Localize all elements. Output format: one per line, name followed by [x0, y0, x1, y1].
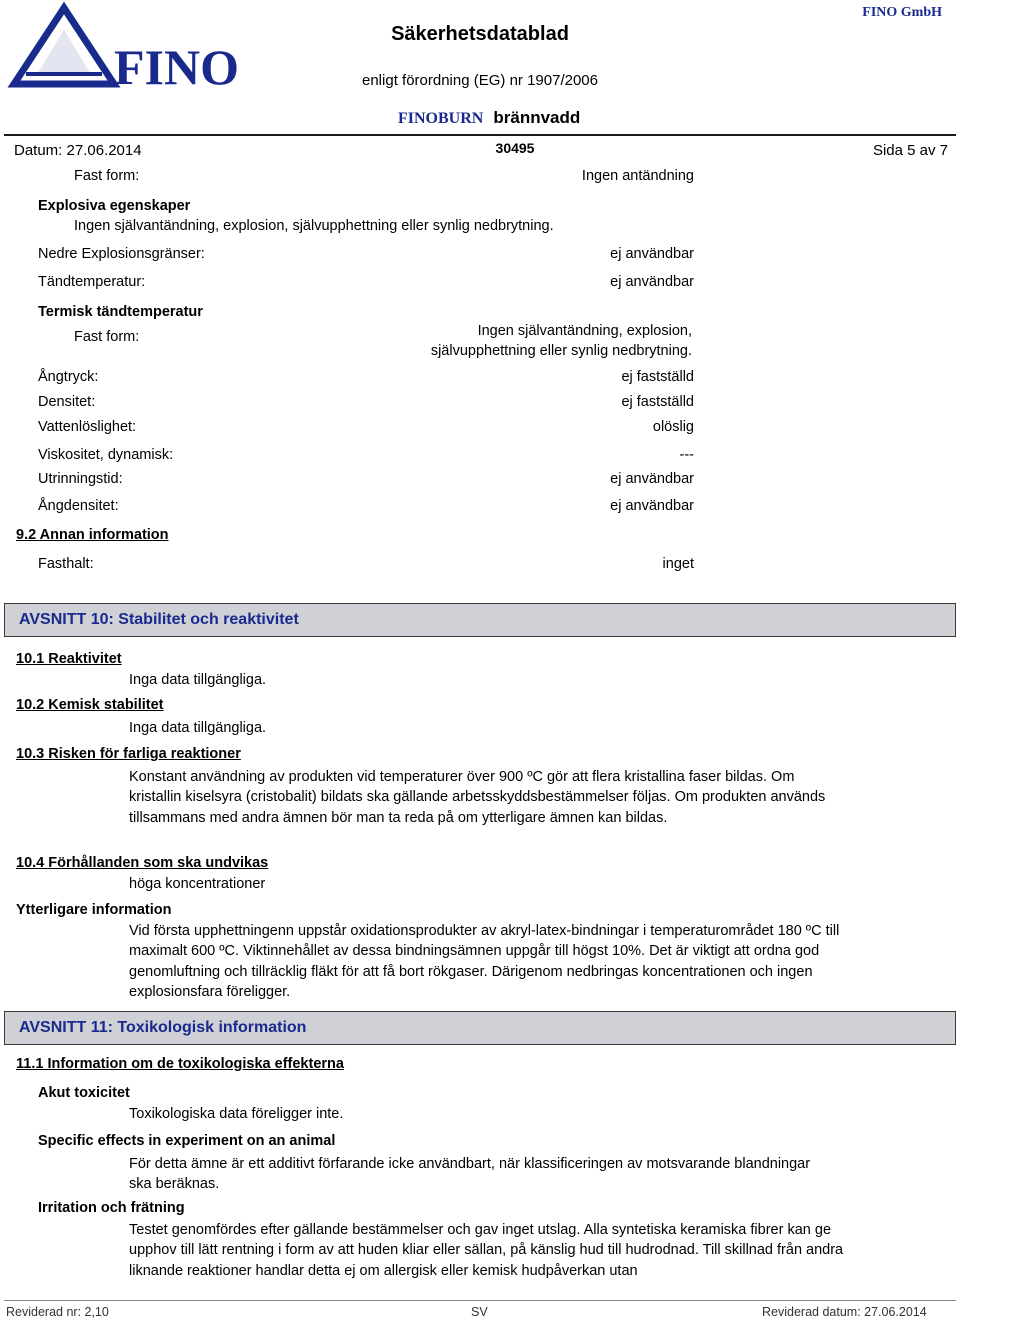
acute-text: Toxikologiska data föreligger inte.	[129, 1106, 344, 1122]
reactivity-heading: 10.1 Reaktivitet	[16, 651, 122, 667]
vapour-density-label: Ångdensitet:	[38, 498, 119, 514]
hazardous-reactions-text: Konstant användning av produkten vid temperaturer över 900 ºC gör att flera kristallina faser bildas. Om kristallin kiselsyra (cristobalit) bildats ska gällande arbetsskyddsbestämmelser följas. Om produkten används tillsammans med andra ämnen bör man ta reda på om ytterligare ämnen kan bildas.	[129, 769, 826, 826]
logo-text: FINO	[114, 39, 239, 95]
ignition-temp-value: ej användbar	[610, 274, 694, 290]
irritation-heading: Irritation och frätning	[38, 1200, 185, 1216]
hazardous-reactions-heading: 10.3 Risken för farliga reaktioner	[16, 746, 241, 762]
thermal-value-line1: Ingen självantändning, explosion,	[477, 323, 692, 339]
lower-explosion-label: Nedre Explosionsgränser:	[38, 246, 205, 262]
footer-language: SV	[471, 1305, 488, 1319]
flow-time-label: Utrinningstid:	[38, 471, 123, 487]
thermal-value-line2: självupphettning eller synlig nedbrytning.	[430, 343, 692, 359]
vapour-pressure-label: Ångtryck:	[38, 369, 99, 385]
irritation-text: Testet genomfördes efter gällande bestämmelser och gav inget utslag. Alla syntetiska keramiska fibrer kan ge upphov till lätt rentning i form av att huden kliar eller sällan, på känslig hud till hudrodnad. Till skillnad från andra liknande reaktioner handlar detta ej om allergisk eller kemisk hudpåverkan utan	[129, 1222, 844, 1279]
ignition-temp-label: Tändtemperatur:	[38, 274, 146, 290]
product-name: brännvadd	[493, 108, 581, 127]
vapour-pressure-value: ej fastställd	[621, 369, 694, 385]
effects-heading: 11.1 Information om de toxikologiska effekterna	[16, 1056, 344, 1072]
section-10-header	[4, 603, 956, 637]
water-solubility-label: Vattenlöslighet:	[38, 419, 137, 435]
conditions-text: höga koncentrationer	[129, 876, 266, 892]
footer-divider	[4, 1300, 956, 1301]
footer-revision: Reviderad nr: 2,10	[6, 1305, 109, 1319]
reactivity-text: Inga data tillgängliga.	[129, 672, 267, 688]
specific-text: För detta ämne är ett additivt förfarande icke användbart, när klassificeringen av motsvarande blandningar ska beräknas.	[129, 1156, 811, 1193]
fast-form-label: Fast form:	[74, 168, 140, 184]
explosive-text: Ingen självantändning, explosion, självupphettning eller synlig nedbrytning.	[74, 218, 554, 234]
solids-value: inget	[662, 556, 694, 572]
thermal-fast-form-label: Fast form:	[74, 329, 140, 345]
water-solubility-value: olöslig	[652, 419, 694, 435]
specific-heading: Specific effects in experiment on an animal	[38, 1133, 336, 1149]
acute-heading: Akut toxicitet	[38, 1085, 130, 1101]
section-11-header	[4, 1011, 956, 1045]
section-11-title: AVSNITT 11: Toxikologisk information	[19, 1019, 307, 1036]
viscosity-value: ---	[679, 447, 694, 463]
lower-explosion-value: ej användbar	[610, 246, 694, 262]
additional-text: Vid första upphettningenn uppstår oxidationsprodukter av akryl-latex-bindningar i temperaturområdet 180 ºC till maximalt 600 ºC. Viktinnehållet av dessa bindningsämnen uppgår till högst 10%. Det är viktigt att ordna god genomluftning och tillräcklig fläkt för att få bort rökgaser. Därigenom nedbringas koncentrationen och ingen explosionsfara föreligger.	[129, 923, 840, 1000]
other-info-heading: 9.2 Annan information	[16, 527, 169, 543]
fast-form-value: Ingen antändning	[581, 168, 694, 184]
document-title: Säkerhetsdatablad	[391, 23, 569, 45]
additional-heading: Ytterligare information	[16, 902, 172, 918]
density-value: ej fastställd	[621, 394, 694, 410]
section-10-title: AVSNITT 10: Stabilitet och reaktivitet	[19, 611, 299, 628]
product-heading	[398, 108, 580, 128]
solids-label: Fasthalt:	[38, 556, 94, 572]
conditions-heading: 10.4 Förhållanden som ska undvikas	[16, 855, 269, 871]
product-number: 30495	[495, 140, 535, 156]
regulation-subtitle: enligt förordning (EG) nr 1907/2006	[362, 72, 598, 89]
flow-time-value: ej användbar	[610, 471, 694, 487]
density-label: Densitet:	[38, 394, 96, 410]
vapour-density-value: ej användbar	[610, 498, 694, 514]
viscosity-label: Viskositet, dynamisk:	[38, 447, 174, 463]
product-brand: FINOBURN	[398, 110, 484, 127]
header-divider	[4, 134, 956, 136]
explosive-heading: Explosiva egenskaper	[38, 198, 191, 214]
page-number: Sida 5 av 7	[872, 142, 948, 159]
thermal-ignition-heading: Termisk tändtemperatur	[38, 304, 203, 320]
document-date: Datum: 27.06.2014	[14, 142, 142, 159]
stability-text: Inga data tillgängliga.	[129, 720, 267, 736]
stability-heading: 10.2 Kemisk stabilitet	[16, 697, 164, 713]
footer-revision-date: Reviderad datum: 27.06.2014	[762, 1305, 927, 1319]
company-name: FINO GmbH	[862, 5, 942, 20]
